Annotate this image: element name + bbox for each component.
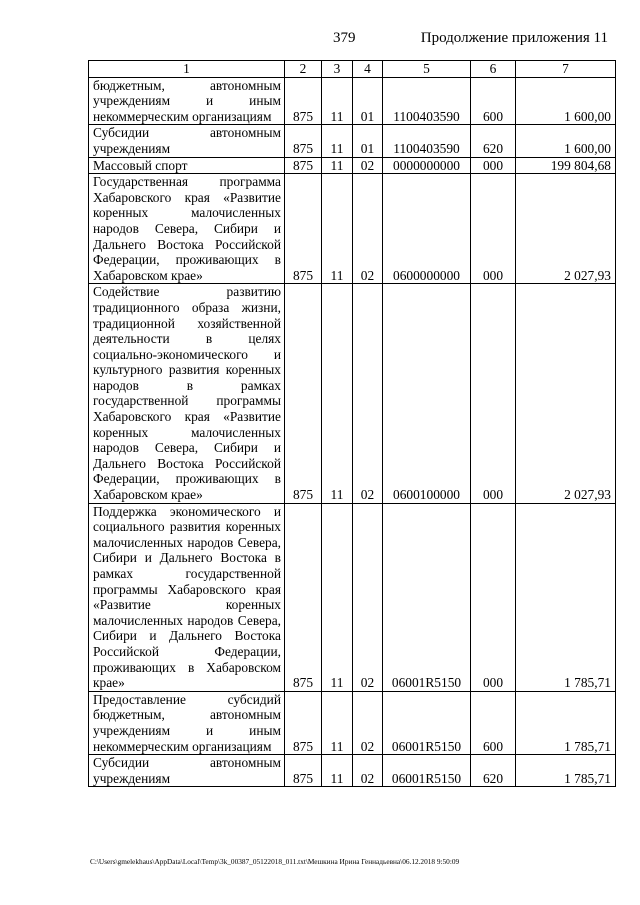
- expense-type: 600: [471, 77, 516, 125]
- ministry-code: 875: [285, 755, 322, 787]
- section-code: 11: [322, 755, 353, 787]
- ministry-code: 875: [285, 157, 322, 174]
- amount: 199 804,68: [516, 157, 616, 174]
- table-row: [89, 284, 616, 503]
- column-header: 2: [285, 61, 322, 78]
- amount: 1 600,00: [516, 125, 616, 157]
- column-header: 4: [353, 61, 383, 78]
- target-article: 1100403590: [383, 125, 471, 157]
- column-header: 6: [471, 61, 516, 78]
- ministry-code: 875: [285, 284, 322, 503]
- target-article: 0000000000: [383, 157, 471, 174]
- expense-type: 600: [471, 691, 516, 754]
- section-code: 11: [322, 691, 353, 754]
- target-article: 06001R5150: [383, 755, 471, 787]
- section-code: 11: [322, 284, 353, 503]
- target-article: 06001R5150: [383, 691, 471, 754]
- row-name: Субсидии автономным учреждениям: [89, 125, 285, 157]
- budget-table: [88, 60, 616, 787]
- expense-type: 000: [471, 174, 516, 284]
- target-article: 0600100000: [383, 284, 471, 503]
- appendix-note: Продолжение приложения 11: [420, 30, 608, 46]
- expense-type: 000: [471, 284, 516, 503]
- ministry-code: 875: [285, 125, 322, 157]
- subsection-code: 02: [353, 174, 383, 284]
- row-name: Субсидии автономным учреждениям: [89, 755, 285, 787]
- section-code: 11: [322, 174, 353, 284]
- row-name: Массовый спорт: [89, 157, 285, 174]
- subsection-code: 02: [353, 503, 383, 691]
- table-row: [89, 77, 616, 125]
- row-name: Содействие развитию традиционного образа жизни, традиционной хозяйственной деятельности в целях социально-экономического и культурного развития коренных народов в рамках государственной программы Хабаровского края «Развитие коренных малочисленных народов Севера, Сибири и Дальнего Востока Российской Федерации, проживающих в Хабаровском крае»: [89, 284, 285, 503]
- table-row: [89, 174, 616, 284]
- row-name: Предоставление субсидий бюджетным, автономным учреждениям и иным некоммерческим организациям: [89, 691, 285, 754]
- ministry-code: 875: [285, 77, 322, 125]
- ministry-code: 875: [285, 503, 322, 691]
- expense-type: 000: [471, 157, 516, 174]
- section-code: 11: [322, 157, 353, 174]
- amount: 2 027,93: [516, 284, 616, 503]
- subsection-code: 01: [353, 125, 383, 157]
- row-name: Государственная программа Хабаровского края «Развитие коренных малочисленных народов Севера, Сибири и Дальнего Востока Российской Федерации, проживающих в Хабаровском крае»: [89, 174, 285, 284]
- ministry-code: 875: [285, 691, 322, 754]
- section-code: 11: [322, 503, 353, 691]
- subsection-code: 01: [353, 77, 383, 125]
- header-row: [89, 61, 616, 78]
- amount: 1 785,71: [516, 503, 616, 691]
- table-row: [89, 157, 616, 174]
- amount: 2 027,93: [516, 174, 616, 284]
- target-article: 06001R5150: [383, 503, 471, 691]
- expense-type: 620: [471, 125, 516, 157]
- table-row: [89, 503, 616, 691]
- column-header: 7: [516, 61, 616, 78]
- subsection-code: 02: [353, 284, 383, 503]
- target-article: 1100403590: [383, 77, 471, 125]
- table-row: [89, 755, 616, 787]
- subsection-code: 02: [353, 755, 383, 787]
- amount: 1 785,71: [516, 691, 616, 754]
- row-name: Поддержка экономического и социального развития коренных малочисленных народов Севера, Сибири и Дальнего Востока в рамках государственной программы Хабаровского края «Развитие коренных малочисленных народов Севера, Сибири и Дальнего Востока Российской Федерации, проживающих в Хабаровском крае»: [89, 503, 285, 691]
- footer-path: C:\Users\gmelekhaus\AppData\Local\Temp\3k_00387_05122018_011.txt\Мешкина Ирина Геннадьевна\06.12.2018 9:50:09: [90, 857, 460, 866]
- expense-type: 000: [471, 503, 516, 691]
- column-header: 1: [89, 61, 285, 78]
- target-article: 0600000000: [383, 174, 471, 284]
- subsection-code: 02: [353, 157, 383, 174]
- amount: 1 785,71: [516, 755, 616, 787]
- row-name: бюджетным, автономным учреждениям и иным некоммерческим организациям: [89, 77, 285, 125]
- table-row: [89, 691, 616, 754]
- expense-type: 620: [471, 755, 516, 787]
- subsection-code: 02: [353, 691, 383, 754]
- section-code: 11: [322, 125, 353, 157]
- section-code: 11: [322, 77, 353, 125]
- ministry-code: 875: [285, 174, 322, 284]
- amount: 1 600,00: [516, 77, 616, 125]
- column-header: 5: [383, 61, 471, 78]
- table-row: [89, 125, 616, 157]
- page-number: 379: [333, 30, 356, 46]
- column-header: 3: [322, 61, 353, 78]
